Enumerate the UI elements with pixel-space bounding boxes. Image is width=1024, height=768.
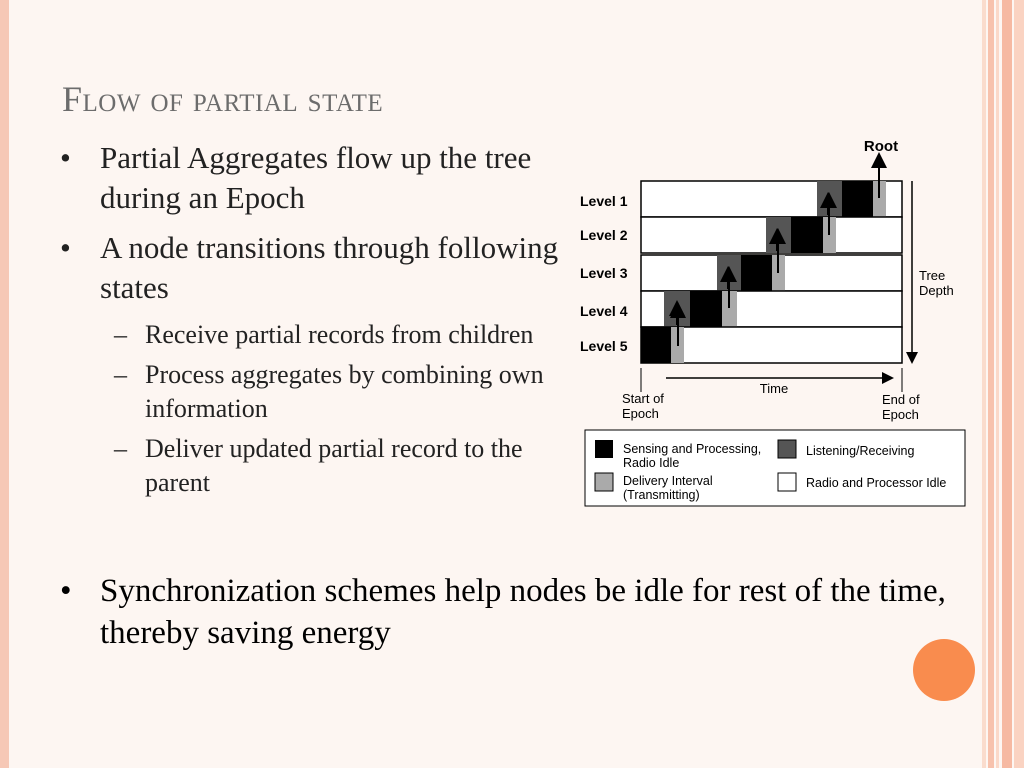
sub-bullet-item [60, 432, 560, 500]
bullet-list [60, 138, 560, 506]
level-label: Level 5 [580, 338, 628, 354]
bullet-dot: • [60, 230, 71, 265]
legend-swatch-sensing [595, 440, 613, 458]
right-stripe [982, 0, 986, 768]
legend-label: Delivery Interval [623, 474, 713, 488]
level-label: Level 1 [580, 193, 628, 209]
legend-label: Radio Idle [623, 456, 680, 470]
time-label: Time [759, 381, 789, 396]
sub-bullet-item [60, 318, 560, 352]
right-stripe [1002, 0, 1012, 768]
sub-bullet-dash: – [114, 360, 127, 389]
legend-swatch-delivery [595, 473, 613, 491]
accent-circle [913, 639, 975, 701]
end-epoch-label: End of [882, 392, 920, 407]
legend-swatch-idle [778, 473, 796, 491]
bullet-dot: • [60, 140, 71, 175]
left-border [0, 0, 9, 768]
sub-bullet-item [60, 358, 560, 426]
sub-bullet-dash: – [114, 320, 127, 349]
bullet-text: A node transitions through following states [100, 230, 559, 305]
bullet-text: Partial Aggregates flow up the tree during an Epoch [100, 140, 532, 215]
legend [585, 430, 965, 506]
sub-bullet-text: Receive partial records from children [145, 320, 534, 349]
legend-label: Sensing and Processing, [623, 442, 762, 456]
right-stripe [996, 0, 999, 768]
legend-label: Radio and Processor Idle [806, 476, 947, 490]
level-label: Level 4 [580, 303, 628, 319]
right-stripe [988, 0, 994, 768]
start-epoch-label: Start of [622, 391, 664, 406]
epoch-diagram [560, 130, 980, 515]
bullet-text: Synchronization schemes help nodes be idle for rest of the time, thereby saving energy [100, 573, 946, 651]
legend-swatch-listening [778, 440, 796, 458]
bullet-dot: • [60, 573, 72, 609]
tree-depth-label: Tree [919, 268, 946, 283]
slide-title: Flow of partial state [62, 79, 384, 119]
level-labels [580, 193, 628, 354]
tree-depth-label: Depth [919, 283, 954, 298]
bullet-item [60, 570, 960, 654]
bottom-bullet [60, 570, 960, 664]
sub-bullet-text: Deliver updated partial record to the parent [145, 434, 523, 497]
start-epoch-label: Epoch [622, 406, 659, 421]
root-label: Root [863, 138, 899, 155]
legend-label: Listening/Receiving [806, 444, 915, 458]
sub-bullet-dash: – [114, 434, 127, 463]
bullet-item [60, 138, 560, 218]
right-stripe [1014, 0, 1024, 768]
level-label: Level 2 [580, 227, 628, 243]
sub-bullet-text: Process aggregates by combining own information [145, 360, 544, 423]
bullet-item [60, 228, 560, 308]
legend-label: (Transmitting) [623, 488, 700, 502]
timeline-row [641, 160, 902, 217]
end-epoch-label: Epoch [882, 407, 919, 422]
level-label: Level 3 [580, 265, 628, 281]
